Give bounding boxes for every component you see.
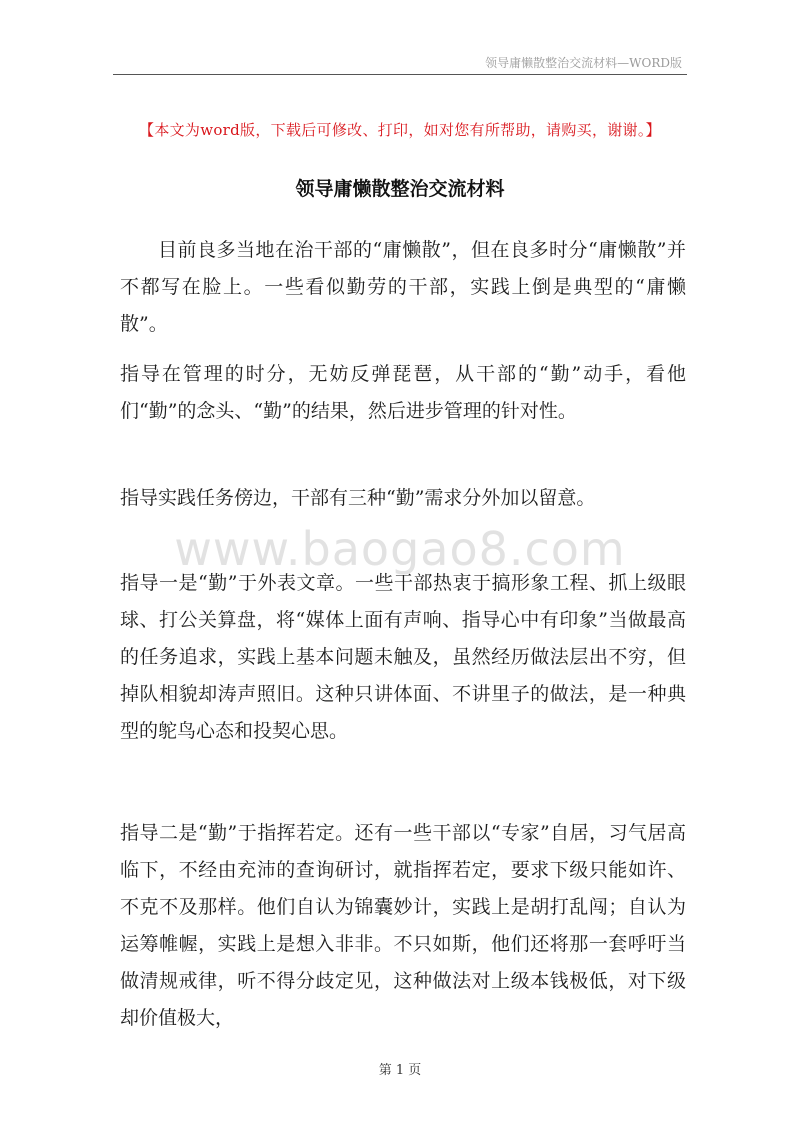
header-divider (113, 74, 687, 75)
watermark: www.baogao8.com (174, 522, 626, 576)
paragraph-1: 目前良多当地在治干部的“庸懒散”，但在良多时分“庸懒散”并不都写在脸上。一些看似勤劳的干部，实践上倒是典型的“庸懒散”。 (120, 239, 686, 335)
paragraph-4: 指导一是“勤”于外表文章。一些干部热衷于搞形象工程、抓上级眼球、打公关算盘，将“媒体上面有声响、指导心中有印象”当做最高的任务追求，实践上基本问题未触及，虽然经历做法层出不穷，但掉队相貌却涛声照旧。这种只讲体面、不讲里子的做法，是一种典型的鸵鸟心态和投契心思。 (120, 572, 686, 742)
paragraph-2: 指导在管理的时分，无妨反弹琵琶，从干部的“勤”动手，看他们“勤”的念头、“勤”的结果，然后进步管理的针对性。 (120, 363, 686, 422)
document-title: 领导庸懒散整治交流材料 (295, 178, 505, 200)
purchase-notice: 【本文为word版，下载后可修改、打印，如对您有所帮助，请购买，谢谢。】 (139, 121, 661, 139)
paragraph-5: 指导二是“勤”于指挥若定。还有一些干部以“专家”自居，习气居高临下，不经由充沛的查询研讨，就指挥若定，要求下级只能如许、不克不及那样。他们自认为锦囊妙计，实践上是胡打乱闯；自认为运筹帷幄，实践上是想入非非。不只如斯，他们还将那一套呼吁当做清规戒律，听不得分歧定见，这种做法对上级本钱极低，对下级却价值极大， (120, 822, 686, 1029)
paragraph-3: 指导实践任务傍边，干部有三种“勤”需求分外加以留意。 (120, 487, 596, 509)
page-number: 第 1 页 (378, 1063, 422, 1078)
running-header: 领导庸懒散整治交流材料—WORD版 (485, 56, 682, 70)
